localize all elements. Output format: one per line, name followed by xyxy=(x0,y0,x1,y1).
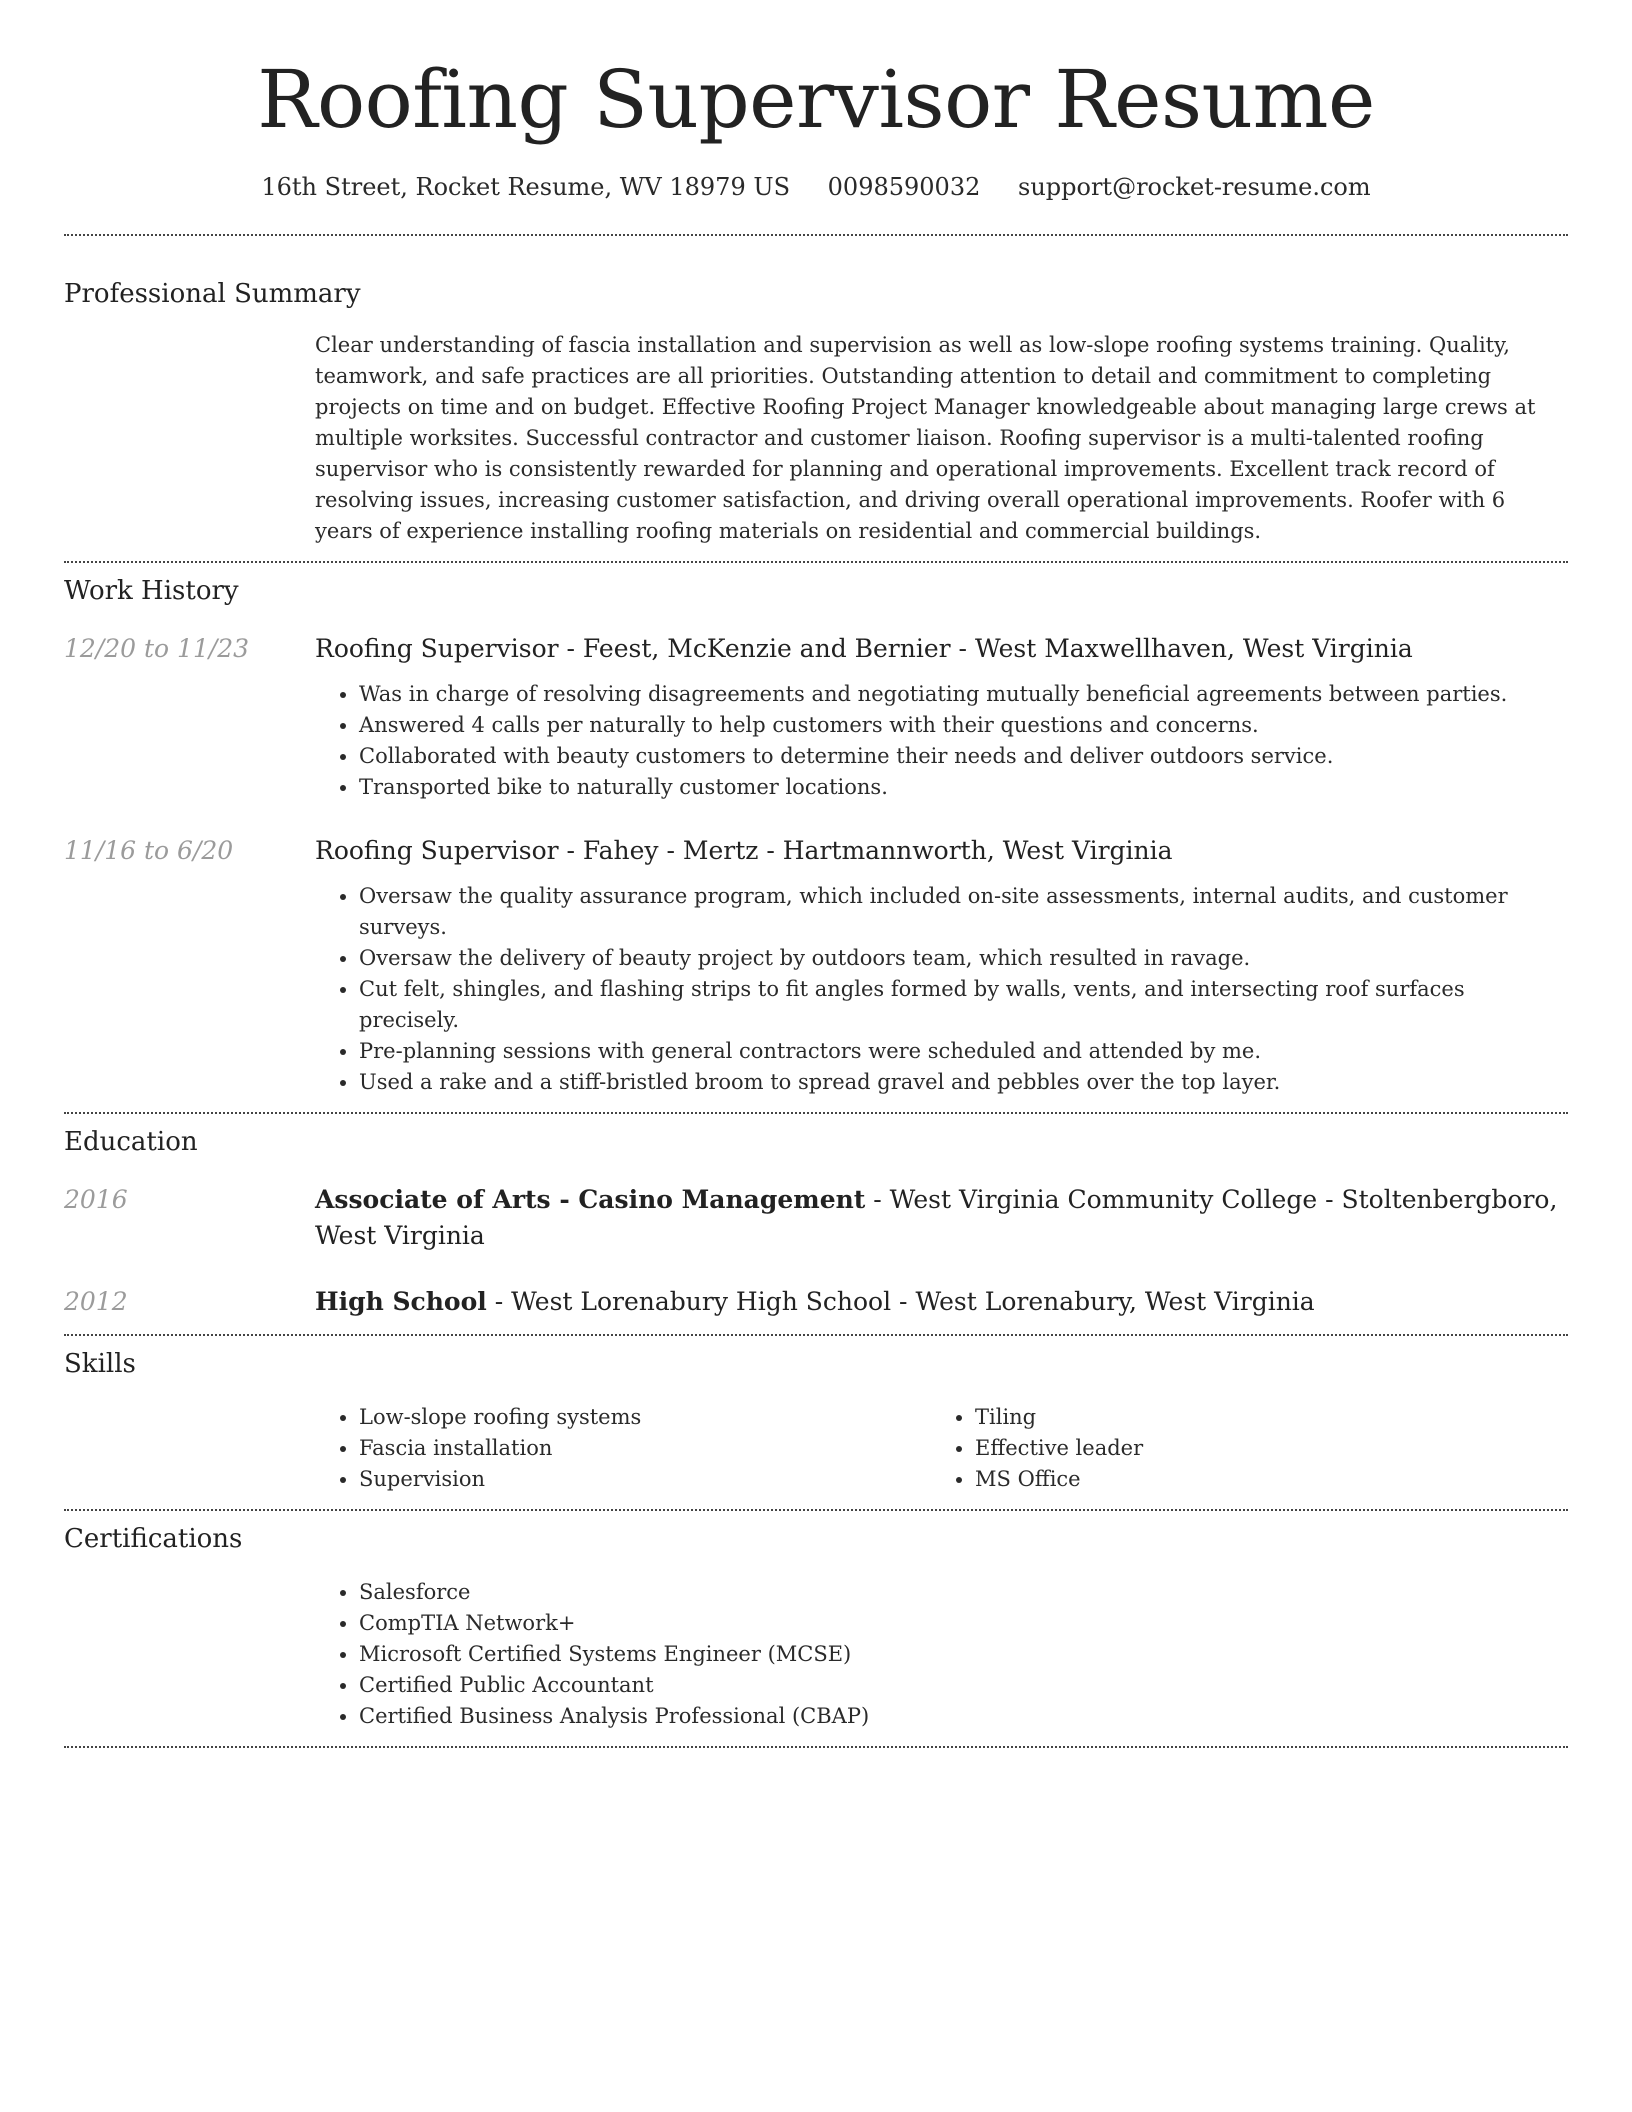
education-body xyxy=(315,1284,1568,1320)
list-item: • Certified Business Analysis Professional (CBAP) xyxy=(359,1701,1568,1732)
contact-email: support@rocket-resume.com xyxy=(1018,173,1371,201)
page-title: Roofing Supervisor Resume xyxy=(257,53,1375,146)
list-item: • Supervision xyxy=(359,1464,931,1495)
degree-name: Associate of Arts - Casino Management xyxy=(315,1185,866,1214)
education-heading xyxy=(315,1182,1568,1254)
list-item: • Low-slope roofing systems xyxy=(359,1402,931,1433)
work-heading xyxy=(315,833,1568,869)
job-employer: - Feest, McKenzie and Bernier - West Maxwellhaven, West Virginia xyxy=(558,634,1413,663)
section-divider xyxy=(64,1746,1568,1748)
certifications-list xyxy=(315,1577,1568,1732)
list-item: • Answered 4 calls per naturally to help customers with their questions and concerns. xyxy=(359,710,1568,741)
education-section xyxy=(64,1114,1568,1320)
work-entry xyxy=(64,631,1568,803)
school-info: - West Lorenabury High School - West Lorenabury, West Virginia xyxy=(486,1287,1315,1316)
education-body xyxy=(315,1182,1568,1254)
list-item: • Cut felt, shingles, and flashing strips to fit angles formed by walls, vents, and intersecting roof surfaces precisely. xyxy=(359,974,1568,1036)
job-title: Roofing Supervisor xyxy=(315,634,559,663)
contact-phone: 0098590032 xyxy=(827,173,981,201)
work-bullets xyxy=(315,881,1568,1098)
list-item: • Oversaw the quality assurance program, which included on-site assessments, internal audits, and customer surveys. xyxy=(359,881,1568,943)
list-item: • Collaborated with beauty customers to determine their needs and deliver outdoors service. xyxy=(359,741,1568,772)
section-heading-certifications: Certifications xyxy=(64,1524,243,1554)
list-item: • Microsoft Certified Systems Engineer (MCSE) xyxy=(359,1639,1568,1670)
education-year: 2012 xyxy=(64,1287,128,1316)
list-item: • Salesforce xyxy=(359,1577,1568,1608)
skills-column-left xyxy=(315,1402,931,1495)
job-title: Roofing Supervisor xyxy=(315,836,559,865)
education-entry xyxy=(64,1284,1568,1320)
list-item: • Effective leader xyxy=(975,1433,1143,1464)
skills-section xyxy=(64,1336,1568,1495)
work-bullets xyxy=(315,679,1568,803)
education-heading xyxy=(315,1284,1568,1320)
work-entry xyxy=(64,833,1568,1098)
section-heading-work: Work History xyxy=(64,576,239,606)
list-item: • Pre-planning sessions with general contractors were scheduled and attended by me. xyxy=(359,1036,1568,1067)
school-info: - West Virginia Community College - Stoltenbergboro, West Virginia xyxy=(315,1185,1558,1250)
resume-page xyxy=(64,0,1568,1748)
section-heading-summary: Professional Summary xyxy=(64,279,361,309)
list-item: • Tiling xyxy=(975,1402,1143,1433)
work-dates: 11/16 to 6/20 xyxy=(64,836,234,865)
degree-name: High School xyxy=(315,1287,487,1316)
list-item: • Was in charge of resolving disagreements and negotiating mutually beneficial agreements between parties. xyxy=(359,679,1568,710)
work-history-section xyxy=(64,563,1568,1098)
education-entry xyxy=(64,1182,1568,1254)
list-item: • CompTIA Network+ xyxy=(359,1608,1568,1639)
work-body xyxy=(315,631,1568,803)
list-item: • Fascia installation xyxy=(359,1433,931,1464)
work-body xyxy=(315,833,1568,1098)
list-item: • Oversaw the delivery of beauty project by outdoors team, which resulted in ravage. xyxy=(359,943,1568,974)
education-year: 2016 xyxy=(64,1185,128,1214)
list-item: • Used a rake and a stiff-bristled broom to spread gravel and pebbles over the top layer. xyxy=(359,1067,1568,1098)
skills-grid xyxy=(315,1402,1568,1495)
list-item: • Certified Public Accountant xyxy=(359,1670,1568,1701)
work-heading xyxy=(315,631,1568,667)
list-item: • MS Office xyxy=(975,1464,1143,1495)
list-item: • Transported bike to naturally customer locations. xyxy=(359,772,1568,803)
summary-text: Clear understanding of fascia installation and supervision as well as low-slope roofing systems training. Quality, teamwork, and safe practices are all priorities. Outstanding attention to detail and commitment to completing projects on time and on budget. Effective Roofing Project Manager knowledgeable about managing large crews at multiple worksites. Successful contractor and customer liaison. Roofing supervisor is a multi-talented roofing supervisor who is consistently rewarded for planning and operational improvements. Excellent track record of resolving issues, increasing customer satisfaction, and driving overall operational improvements. Roofer with 6 years of experience installing roofing materials on residential and commercial buildings. xyxy=(315,333,1536,543)
contact-line xyxy=(64,172,1568,202)
section-divider xyxy=(64,234,1568,236)
contact-address: 16th Street, Rocket Resume, WV 18979 US xyxy=(261,173,791,201)
work-dates: 12/20 to 11/23 xyxy=(64,634,250,663)
skills-column-right xyxy=(931,1402,1143,1495)
summary-section xyxy=(64,278,1568,547)
section-heading-skills: Skills xyxy=(64,1349,136,1379)
job-employer: - Fahey - Mertz - Hartmannworth, West Virginia xyxy=(558,836,1173,865)
certifications-section xyxy=(64,1511,1568,1732)
section-heading-education: Education xyxy=(64,1127,198,1157)
